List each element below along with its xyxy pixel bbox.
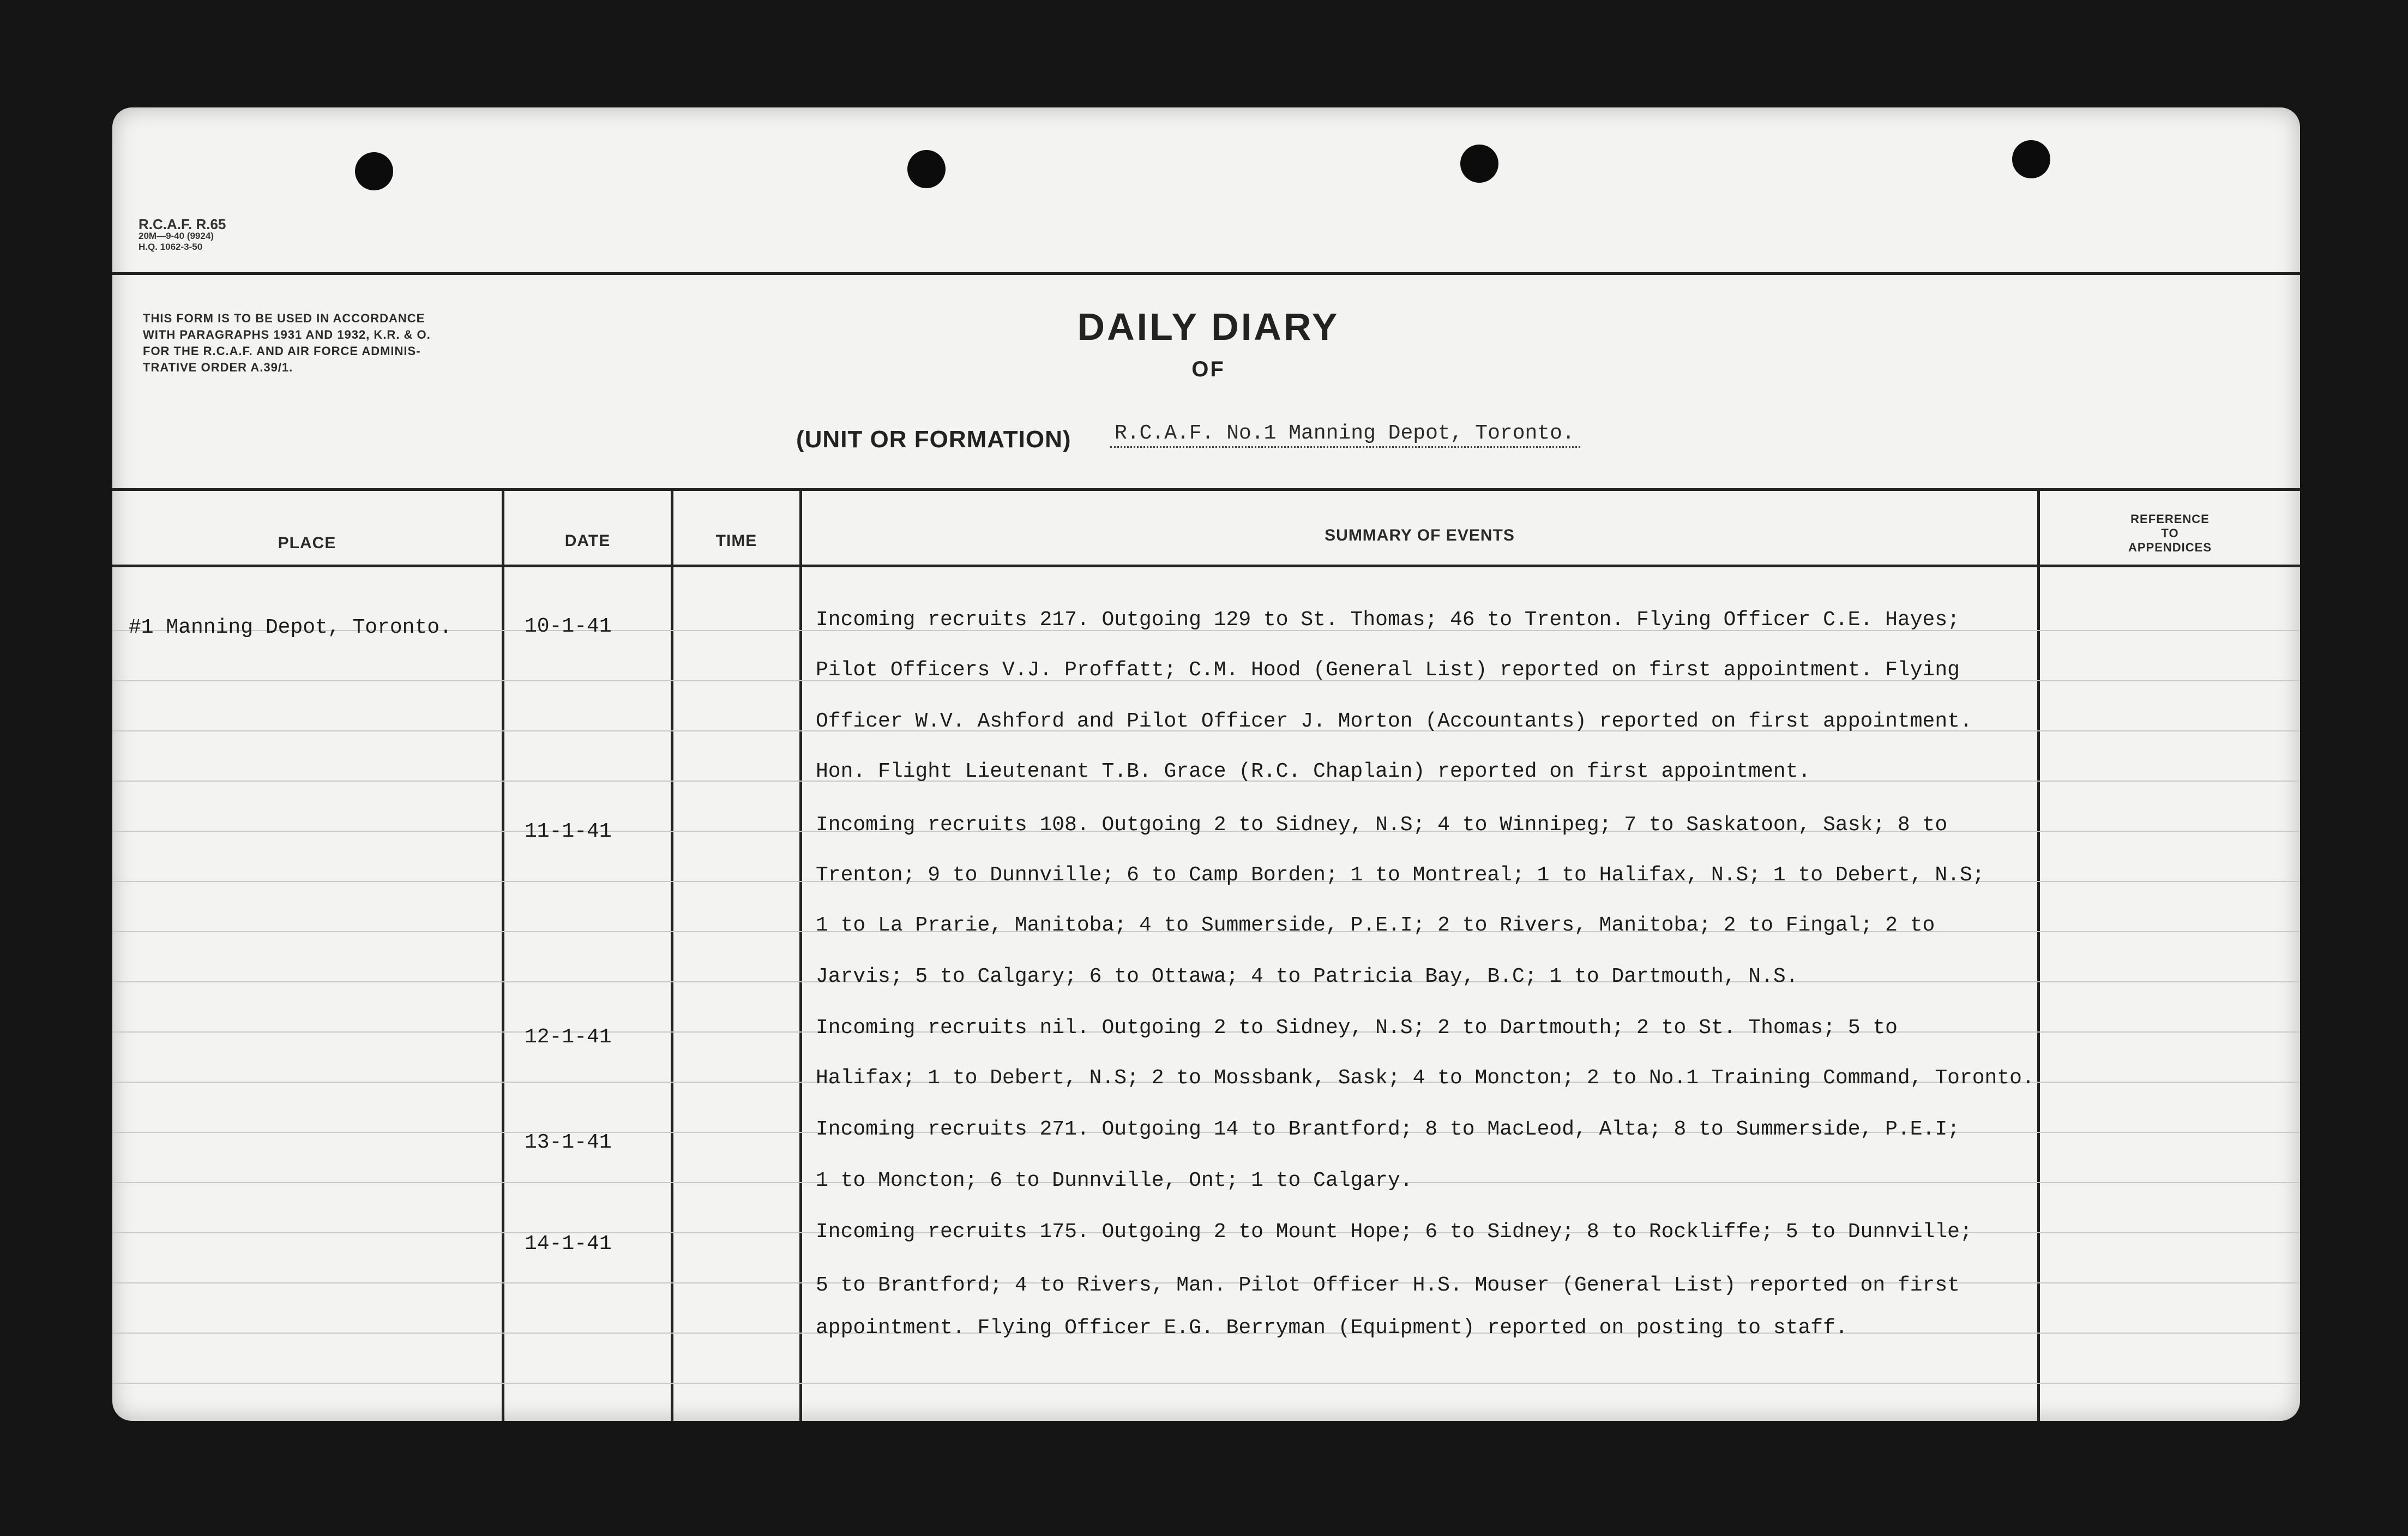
summary-line: Incoming recruits 108. Outgoing 2 to Sidney, N.S; 4 to Winnipeg; 7 to Saskatoon, Sask; 8 to bbox=[816, 813, 1948, 837]
column-divider bbox=[502, 489, 504, 1421]
place-entry: #1 Manning Depot, Toronto. bbox=[129, 616, 452, 639]
diary-form bbox=[112, 107, 2300, 1421]
summary-line: 1 to La Prarie, Manitoba; 4 to Summerside, P.E.I; 2 to Rivers, Manitoba; 2 to Fingal; 2 to bbox=[816, 914, 1935, 937]
reference-header-line: APPENDICES bbox=[2128, 541, 2212, 554]
form-code-line: R.C.A.F. R.65 bbox=[139, 216, 226, 232]
summary-line: Officer W.V. Ashford and Pilot Officer J. Morton (Accountants) reported on first appointment. bbox=[816, 710, 1972, 733]
punch-hole bbox=[2012, 140, 2050, 178]
page-title: DAILY DIARY bbox=[1077, 305, 1340, 348]
column-header-reference bbox=[2040, 512, 2300, 555]
header-rule bbox=[112, 272, 2300, 275]
date-entry: 13-1-41 bbox=[525, 1131, 612, 1154]
form-code-line: H.Q. 1062-3-50 bbox=[139, 242, 203, 252]
punch-hole bbox=[1460, 145, 1498, 183]
column-header-place: PLACE bbox=[278, 534, 336, 552]
usage-note-line: TRATIVE ORDER A.39/1. bbox=[143, 361, 293, 374]
summary-line: Hon. Flight Lieutenant T.B. Grace (R.C. Chaplain) reported on first appointment. bbox=[816, 760, 1811, 783]
column-divider bbox=[799, 489, 802, 1421]
reference-header-line: TO bbox=[2161, 526, 2179, 540]
summary-line: Incoming recruits 271. Outgoing 14 to Brantford; 8 to MacLeod, Alta; 8 to Summerside, P.E.I; bbox=[816, 1118, 1960, 1141]
summary-line: Pilot Officers V.J. Proffatt; C.M. Hood (General List) reported on first appointment. Flying bbox=[816, 658, 1960, 682]
column-divider bbox=[671, 489, 673, 1421]
punch-hole bbox=[355, 152, 393, 190]
column-header-date: DATE bbox=[564, 532, 611, 550]
date-entry: 14-1-41 bbox=[525, 1232, 612, 1256]
summary-line: 1 to Moncton; 6 to Dunnville, Ont; 1 to Calgary. bbox=[816, 1169, 1413, 1192]
form-code-line: 20M—9-40 (9924) bbox=[139, 231, 214, 241]
summary-line: Incoming recruits 175. Outgoing 2 to Mount Hope; 6 to Sidney; 8 to Rockliffe; 5 to Dunnville; bbox=[816, 1220, 1972, 1244]
punch-hole bbox=[907, 150, 946, 188]
form-code bbox=[139, 218, 226, 253]
title-of: OF bbox=[1191, 357, 1225, 381]
column-divider bbox=[2037, 489, 2040, 1421]
table-top-rule bbox=[112, 488, 2300, 491]
date-entry: 10-1-41 bbox=[525, 615, 612, 638]
column-header-time: TIME bbox=[715, 532, 757, 550]
summary-line: Jarvis; 5 to Calgary; 6 to Ottawa; 4 to Patricia Bay, B.C; 1 to Dartmouth, N.S. bbox=[816, 965, 1798, 988]
unit-value: R.C.A.F. No.1 Manning Depot, Toronto. bbox=[1110, 422, 1580, 448]
unit-label: (UNIT OR FORMATION) bbox=[796, 426, 1071, 453]
summary-line: appointment. Flying Officer E.G. Berryman (Equipment) reported on posting to staff. bbox=[816, 1316, 1848, 1340]
ruled-line bbox=[112, 1383, 2300, 1384]
summary-line: Incoming recruits nil. Outgoing 2 to Sidney, N.S; 2 to Dartmouth; 2 to St. Thomas; 5 to bbox=[816, 1016, 1898, 1040]
column-header-summary: SUMMARY OF EVENTS bbox=[1325, 526, 1515, 544]
date-entry: 12-1-41 bbox=[525, 1025, 612, 1049]
summary-line: 5 to Brantford; 4 to Rivers, Man. Pilot Officer H.S. Mouser (General List) reported on first bbox=[816, 1274, 1960, 1297]
usage-note-line: FOR THE R.C.A.F. AND AIR FORCE ADMINIS- bbox=[143, 344, 421, 358]
summary-line: Trenton; 9 to Dunnville; 6 to Camp Borden; 1 to Montreal; 1 to Halifax, N.S; 1 to Debert, N.S; bbox=[816, 863, 1985, 887]
reference-header-line: REFERENCE bbox=[2130, 512, 2210, 526]
summary-line: Halifax; 1 to Debert, N.S; 2 to Mossbank, Sask; 4 to Moncton; 2 to No.1 Training Command, Toronto. bbox=[816, 1066, 2034, 1090]
date-entry: 11-1-41 bbox=[525, 820, 612, 843]
table-header-rule bbox=[112, 565, 2300, 567]
usage-note-line: WITH PARAGRAPHS 1931 AND 1932, K.R. & O. bbox=[143, 328, 431, 341]
form-usage-note bbox=[143, 310, 431, 376]
usage-note-line: THIS FORM IS TO BE USED IN ACCORDANCE bbox=[143, 311, 425, 325]
summary-line: Incoming recruits 217. Outgoing 129 to St. Thomas; 46 to Trenton. Flying Officer C.E. Hayes; bbox=[816, 608, 1960, 632]
